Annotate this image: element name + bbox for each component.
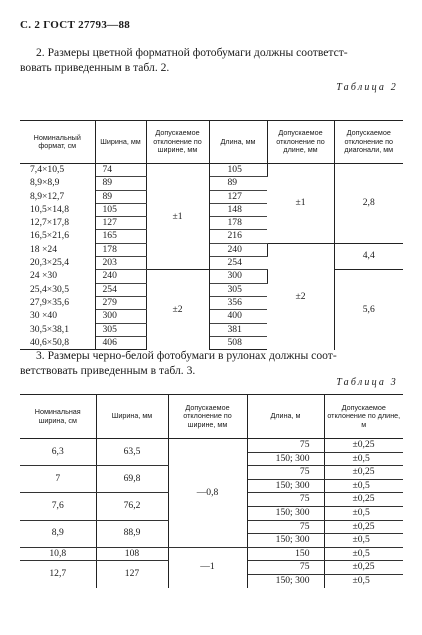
t2-format: 16,5×21,6 <box>20 230 95 243</box>
t2-width: 254 <box>95 283 146 296</box>
paragraph-2-line-2: вовать приведенным в табл. 2. <box>20 61 170 74</box>
t2-width: 279 <box>95 296 146 309</box>
t2-width: 89 <box>95 177 146 190</box>
t2-length-tolerance: ±1 <box>267 164 334 244</box>
t2-length: 508 <box>209 336 267 349</box>
t2-format: 27,9×35,6 <box>20 296 95 309</box>
t2-width: 178 <box>95 243 146 256</box>
t3-length-tolerance: ±0,5 <box>324 479 403 493</box>
t2-width: 165 <box>95 230 146 243</box>
t3-nominal: 7 <box>20 466 96 493</box>
t3-length: 75 <box>247 520 324 534</box>
t2-length: 105 <box>209 164 267 177</box>
t2-width: 203 <box>95 257 146 270</box>
t3-length: 150; 300 <box>247 574 324 587</box>
t3-length-tolerance: ±0,5 <box>324 506 403 520</box>
table-row <box>20 270 403 283</box>
t2-width-tolerance: ±1 <box>146 164 209 270</box>
t2-diagonal-tolerance: 4,4 <box>334 243 403 270</box>
t3-nominal: 6,3 <box>20 439 96 466</box>
t2-header-length: Длина, мм <box>209 121 267 164</box>
t2-width: 300 <box>95 310 146 323</box>
t3-nominal: 7,6 <box>20 493 96 520</box>
t3-length: 150; 300 <box>247 534 324 548</box>
t2-format: 18 ×24 <box>20 243 95 256</box>
t2-format: 30 ×40 <box>20 310 95 323</box>
t2-format: 24 ×30 <box>20 270 95 283</box>
table-3-caption: Таблица 3 <box>336 377 398 388</box>
t2-length: 300 <box>209 270 267 283</box>
t2-length: 148 <box>209 203 267 216</box>
paragraph-2 <box>20 45 398 75</box>
t3-width: 108 <box>96 547 168 561</box>
t3-length: 75 <box>247 439 324 453</box>
table-2-caption: Таблица 2 <box>336 82 398 93</box>
t2-format: 8,9×8,9 <box>20 177 95 190</box>
t2-length: 216 <box>209 230 267 243</box>
t3-length-tolerance: ±0,25 <box>324 466 403 480</box>
paragraph-3-line-1: 3. Размеры черно-белой фотобумаги в рулонах должны соот- <box>36 349 337 362</box>
t3-width: 69,8 <box>96 466 168 493</box>
t3-header-nominal: Номинальная ширина, см <box>20 395 96 439</box>
t2-length: 178 <box>209 217 267 230</box>
t2-format: 30,5×38,1 <box>20 323 95 336</box>
t2-header-diagonal-tolerance: Допускаемое отклонение по диагонали, мм <box>334 121 403 164</box>
t3-width: 127 <box>96 561 168 588</box>
t3-length: 150; 300 <box>247 452 324 466</box>
t3-width: 88,9 <box>96 520 168 547</box>
t2-format: 7,4×10,5 <box>20 164 95 177</box>
t2-header-width-tolerance: Допускаемое отклонение по ширине, мм <box>146 121 209 164</box>
table-2 <box>20 120 403 350</box>
table-row <box>20 243 403 256</box>
t3-width-tolerance: —1 <box>168 547 247 587</box>
t3-length-tolerance: ±0,25 <box>324 561 403 575</box>
t2-format: 40,6×50,8 <box>20 336 95 349</box>
t3-length-tolerance: ±0,5 <box>324 534 403 548</box>
t2-width: 74 <box>95 164 146 177</box>
t2-diagonal-tolerance: 5,6 <box>362 303 375 315</box>
paragraph-2-line-1: 2. Размеры цветной форматной фотобумаги должны соответст- <box>36 46 348 59</box>
t2-format: 10,5×14,8 <box>20 203 95 216</box>
t2-length: 240 <box>209 243 267 256</box>
t3-length: 150; 300 <box>247 479 324 493</box>
table-row <box>20 439 403 453</box>
t3-header-length-tolerance: Допускаемое отклонение по длине, м <box>324 395 403 439</box>
t3-nominal: 8,9 <box>20 520 96 547</box>
t3-length-tolerance: ±0,25 <box>324 520 403 534</box>
t2-header-width: Ширина, мм <box>95 121 146 164</box>
t3-length: 75 <box>247 466 324 480</box>
t2-width: 240 <box>95 270 146 283</box>
t2-format: 8,9×12,7 <box>20 190 95 203</box>
t3-width: 76,2 <box>96 493 168 520</box>
t3-nominal: 12,7 <box>20 561 96 588</box>
t3-length: 75 <box>247 561 324 575</box>
t3-length-tolerance: ±0,25 <box>324 439 403 453</box>
t3-length-tolerance: ±0,5 <box>324 547 403 561</box>
t2-length: 400 <box>209 310 267 323</box>
t3-header-width: Ширина, мм <box>96 395 168 439</box>
table-row <box>20 164 403 177</box>
t3-length: 75 <box>247 493 324 507</box>
t3-nominal: 10,8 <box>20 547 96 561</box>
t2-format: 20,3×25,4 <box>20 257 95 270</box>
t2-length: 254 <box>209 257 267 270</box>
t2-width: 406 <box>95 336 146 349</box>
t2-length: 305 <box>209 283 267 296</box>
t2-width: 127 <box>95 217 146 230</box>
t2-header-format: Номинальный формат, см <box>20 121 95 164</box>
t3-length-tolerance: ±0,5 <box>352 574 370 586</box>
t3-length-tolerance: ±0,25 <box>324 493 403 507</box>
t2-header-length-tolerance: Допускаемое отклонение по длине, мм <box>267 121 334 164</box>
page-header: С. 2 ГОСТ 27793—88 <box>20 19 131 31</box>
t2-length: 127 <box>209 190 267 203</box>
paragraph-3 <box>20 348 398 378</box>
t3-width-tolerance: —0,8 <box>168 439 247 548</box>
table-row <box>20 547 403 561</box>
t3-width: 63,5 <box>96 439 168 466</box>
t2-format: 25,4×30,5 <box>20 283 95 296</box>
t2-width: 305 <box>95 323 146 336</box>
t2-width-tolerance: ±2 <box>146 270 209 350</box>
t2-diagonal-tolerance: 2,8 <box>362 197 375 209</box>
t2-format: 12,7×17,8 <box>20 217 95 230</box>
t2-width: 89 <box>95 190 146 203</box>
t3-length: 150; 300 <box>247 506 324 520</box>
t3-length: 150 <box>247 547 324 561</box>
t2-length: 89 <box>209 177 267 190</box>
t2-width: 105 <box>95 203 146 216</box>
paragraph-3-line-2: ветствовать приведенным в табл. 3. <box>20 364 196 377</box>
table-3 <box>20 394 403 588</box>
t2-length: 356 <box>209 296 267 309</box>
t3-header-length: Длина, м <box>247 395 324 439</box>
t3-length-tolerance: ±0,5 <box>324 452 403 466</box>
t3-header-width-tolerance: Допускаемое отклонение по ширине, мм <box>168 395 247 439</box>
t2-length-tolerance: ±2 <box>267 243 334 349</box>
t2-length: 381 <box>209 323 267 336</box>
